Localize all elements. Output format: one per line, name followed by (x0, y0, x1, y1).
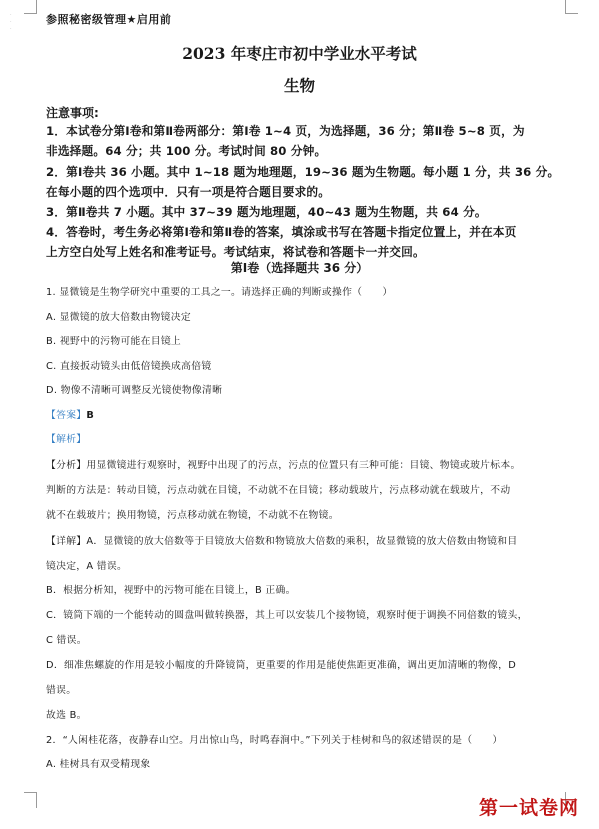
subject-title: 生物 (283, 76, 315, 95)
notice-line: 3．第Ⅱ卷共 7 小题。其中 37~39 题为地理题，40~43 题为生物题，共 64 分。 (46, 205, 487, 219)
secret-label: 参照秘密级管理★启用前 (46, 13, 172, 26)
detail-line: 故选 B。 (46, 710, 87, 721)
analysis-label: 【解析】 (46, 434, 87, 445)
notice-line: 上方空白处写上姓名和准考证号。考试结束，将试卷和答题卡一并交回。 (46, 245, 425, 259)
option-a: A. 桂树具有双受精现象 (46, 759, 151, 770)
detail-line: 错误。 (46, 685, 77, 696)
notice-line: 4．答卷时，考生务必将第Ⅰ卷和第Ⅱ卷的答案，填涂或书写在答题卡指定位置上，并在本页 (46, 225, 517, 239)
detail-line: 【详解】A．显微镜的放大倍数等于目镜放大倍数和物镜放大倍数的乘积，故显微镜的放大倍数由物镜和目 (46, 536, 518, 547)
answer-row (46, 409, 94, 422)
detail-line: D．细准焦螺旋的作用是较小幅度的升降镜筒，更重要的作用是能使焦距更准确，调出更加清晰的物像，D (46, 660, 517, 671)
option-c: C. 直接扳动镜头由低倍镜换成高倍镜 (46, 361, 212, 372)
notice-line: 非选择题。64 分；共 100 分。考试时间 80 分钟。 (46, 144, 327, 158)
analysis-line: 判断的方法是：转动目镜，污点动就在目镜，不动就不在目镜；移动载玻片，污点移动就在载玻片，不动 (46, 485, 511, 496)
detail-line: 镜决定，A 错误。 (46, 561, 128, 572)
part1-heading: 第Ⅰ卷（选择题共 36 分） (230, 261, 369, 275)
notice-line: 在每小题的四个选项中．只有一项是符合题目要求的。 (46, 185, 331, 199)
question-stem: 2．“人闲桂花落，夜静春山空。月出惊山鸟，时鸣春涧中。”下列关于桂树和鸟的叙述错误的是（ ） (46, 735, 503, 746)
answer-label: 【答案】 (46, 410, 87, 421)
crop-mark (24, 13, 37, 14)
crop-mark (36, 792, 37, 808)
detail-line: C．镜筒下端的一个能转动的圆盘叫做转换器，其上可以安装几个接物镜，观察时便于调换不同倍数的镜头， (46, 610, 528, 621)
watermark-logo: 第一试卷网 (478, 797, 579, 819)
option-a: A. 显微镜的放大倍数由物镜决定 (46, 312, 191, 323)
notice-line: 1．本试卷分第Ⅰ卷和第Ⅱ卷两部分：第Ⅰ卷 1~4 页，为选择题，36 分；第Ⅱ卷 5~8 页，为 (46, 124, 525, 138)
notice-line: 2．第Ⅰ卷共 36 小题。其中 1~18 题为地理题，19~36 题为生物题。每小题 1 分，共 36 分。 (46, 165, 560, 179)
crop-mark (565, 0, 566, 14)
crop-mark (565, 13, 578, 14)
notice-heading: 注意事项: (46, 106, 99, 120)
analysis-line: 【分析】用显微镜进行观察时，视野中出现了的污点，污点的位置只有三种可能：目镜、物镜或玻片标本。 (46, 460, 521, 471)
binding-dots: · · · (10, 12, 12, 32)
option-b: B. 视野中的污物可能在目镜上 (46, 336, 182, 347)
option-d: D. 物像不清晰可调整反光镜使物像清晰 (46, 385, 223, 396)
detail-line: B．根据分析知，视野中的污物可能在目镜上，B 正确。 (46, 585, 296, 596)
detail-line: C 错误。 (46, 635, 87, 646)
crop-mark (36, 0, 37, 14)
question-stem: 1. 显微镜是生物学研究中重要的工具之一。请选择正确的判断或操作（ ） (46, 287, 393, 298)
crop-mark (24, 792, 37, 793)
answer-value: B (86, 410, 95, 421)
exam-title: 2023 年枣庄市初中学业水平考试 (182, 44, 417, 63)
analysis-line: 就不在载玻片；换用物镜，污点移动就在物镜，不动就不在物镜。 (46, 510, 339, 521)
